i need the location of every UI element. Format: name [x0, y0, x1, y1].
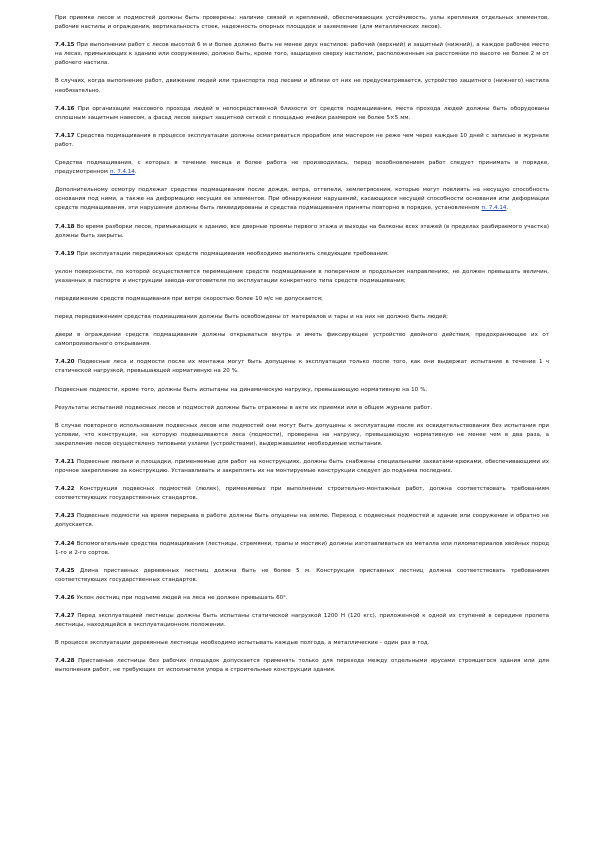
- paragraph: [55, 422, 549, 449]
- paragraph-text: Перед эксплуатацией лестницы должны быть испытаны статической нагрузкой 1200 Н (120 кгс), приложенной к одной из ступеней в середине пролета лестницы, находящейся в эксплуатационном положении.: [55, 613, 549, 629]
- paragraph-text: Длина приставных деревянных лестниц должна быть не более 5 м. Конструкция приставных лестниц должна соответствовать требованиям соответствующих государственных стандартов.: [55, 567, 549, 583]
- paragraph: [55, 639, 549, 648]
- paragraph: [55, 250, 549, 259]
- paragraph: [55, 77, 549, 95]
- paragraph: [55, 105, 549, 123]
- clause-number: 7.4.24: [55, 540, 75, 547]
- paragraph: [55, 295, 549, 304]
- clause-number: 7.4.26: [55, 594, 75, 601]
- clause-number: 7.4.22: [55, 486, 75, 493]
- paragraph-text: Средства подмащивания в процессе эксплуатации должны осматриваться прорабом или мастером не реже чем через каждые 10 дней с записью в журнале работ.: [55, 132, 549, 148]
- paragraph: [55, 594, 549, 603]
- paragraph-text: Подвесные леса и подмости после их монтажа могут быть допущены к эксплуатации только после того, как они выдержат испытание в течение 1 ч статической нагрузкой, превышающей нормативную на 20 %.: [55, 359, 549, 375]
- clause-number: 7.4.21: [55, 459, 75, 465]
- paragraph-text: Средства подмащивания, с которых в течение месяца и более работа не производилась, перед возобновлением работ следует принимать в порядке, предусмотренном: [55, 160, 549, 176]
- paragraph-text: передвижение средств подмащивания при ветре скоростью более 10 м/с не допускается;: [55, 295, 323, 302]
- clause-number: 7.4.17: [55, 132, 75, 139]
- paragraph: [55, 159, 549, 177]
- paragraph-text: При приемке лесов и подмостей должны быть проверены: наличие связей и креплений, обеспечивающих устойчивость, узлы крепления отдельных элементов, рабочие настилы и ограждения, вертикальность стоек, надежность опорных площадок и заземление (для металлических лесов).: [55, 15, 549, 31]
- paragraph-text: В процессе эксплуатации деревянные лестницы необходимо испытывать каждые полгода, а металлические - один раз в год.: [55, 640, 430, 647]
- paragraph: [55, 458, 549, 476]
- paragraph: [55, 331, 549, 349]
- paragraph-text: В случаях, когда выполнение работ, движение людей или транспорта под лесами и вблизи от них не предусматривается, устройство защитного (нижнего) настила необязательно.: [55, 78, 549, 94]
- paragraph-text: При выполнении работ с лесов высотой 6 м и более должно быть не менее двух настилов: рабочий (верхний) и защитный (нижний), а каждое рабочее место на лесах, примыкающих к зданию или сооружению, должно быть, кроме того, защищено сверху настилом, расположенным на расстоянии по высоте не более 2 м от рабочего настила.: [55, 42, 549, 67]
- clause-number: 7.4.23: [55, 513, 75, 520]
- paragraph: [55, 512, 549, 530]
- clause-number: 7.4.16: [55, 105, 75, 112]
- paragraph-text: Дополнительному осмотру подлежат средства подмащивания после дождя, ветра, оттепели, землетрясения, которые могут повлиять на несущую способность основания под ними, а также на деформацию несущих ее элементов. При обнаружении нарушений, касающихся несущей способности основания или деформации средств подмащивания, эти нарушения должны быть ликвидированы и средства подмащивания приняты повторно в порядке, установленном: [55, 187, 549, 212]
- paragraph-text: При организации массового прохода людей в непосредственной близости от средств подмащивания, места прохода людей должны быть оборудованы сплошным защитным навесом, а фасад лесов закрыт защитной сеткой с площадью ячейки размером не более 5×5 мм.: [55, 105, 549, 121]
- paragraph: [55, 14, 549, 32]
- clause-number: 7.4.20: [55, 359, 75, 366]
- clause-link[interactable]: п. 7.4.14: [109, 169, 135, 176]
- paragraph: [55, 132, 549, 150]
- paragraph-text: двери в ограждении средств подмащивания должны открываться внутрь и иметь фиксирующее устройство двойного действия, предохраняющее их от самопроизвольного открывания.: [55, 332, 549, 348]
- paragraph: [55, 313, 549, 322]
- paragraph-text: Уклон лестниц при подъеме людей на леса не должен превышать 60°.: [76, 594, 288, 601]
- paragraph-text: Подвесные люльки и площадки, применяемые для работ на конструкциях, должны быть снабжены специальными захватами-крюками, обеспечивающими их прочное закрепление за конструкцию. Устанавливать и закреплять их на монтируемые конструкции следует до подъема последних.: [55, 459, 549, 475]
- paragraph-text: Приставные лестницы без рабочих площадок допускается применять только для перехода между отдельными ярусами строящегося здания или для выполнения работ, не требующих от исполнителя упора в строительные конструкции здания.: [55, 658, 549, 674]
- clause-number: 7.4.19: [55, 250, 75, 257]
- paragraph: [55, 404, 549, 413]
- paragraph-text: Подвесные подмости, кроме того, должны быть испытаны на динамическую нагрузку, превышающую нормативную на 10 %.: [55, 386, 428, 393]
- clause-number: 7.4.27: [55, 613, 75, 620]
- paragraph: [55, 540, 549, 558]
- paragraph: [55, 186, 549, 213]
- paragraph: [55, 223, 549, 241]
- paragraph-text: В случае повторного использования подвесных лесов или подмостей они могут быть допущены к эксплуатации после их освидетельствования без испытания при условии, что конструкция, на которую подвешиваются леса (подмости), проверена на нагрузку, превышающую нормативную не менее чем в два раза, а закрепление лесов осуществлено типовыми узлами (устройствами), выдержавшими необходимые испытания.: [55, 422, 549, 447]
- clause-number: 7.4.15: [55, 42, 75, 49]
- paragraph-text: перед передвижением средства подмащивания должны быть освобождены от материалов и тары и на них не должно быть людей;: [55, 314, 448, 321]
- paragraph: [55, 41, 549, 68]
- paragraph: [55, 567, 549, 585]
- clause-number: 7.4.25: [55, 567, 75, 574]
- paragraph: [55, 268, 549, 286]
- clause-number: 7.4.28: [55, 658, 75, 665]
- paragraph-text: Во время разборки лесов, примыкающих к зданию, все дверные проемы первого этажа и выходы на балконы всех этажей (в пределах разбираемого участка) должны быть закрыты.: [55, 223, 549, 239]
- paragraph-text: Вспомогательные средства подмащивания (лестницы, стремянки, трапы и мостики) должны изготавливаться из металла или пиломатериалов хвойных пород 1-го и 2-го сортов.: [55, 540, 549, 556]
- paragraph: [55, 657, 549, 675]
- paragraph: [55, 485, 549, 503]
- paragraph: [55, 358, 549, 376]
- paragraph-text: Результаты испытаний подвесных лесов и подмостей должны быть отражены в акте их приемки или в общем журнале работ.: [55, 404, 433, 411]
- paragraph-text-end: .: [506, 205, 509, 212]
- paragraph: [55, 612, 549, 630]
- paragraph-text-end: .: [134, 169, 137, 176]
- paragraph-text: Конструкция подвесных подмостей (люлек), применяемых при выполнении строительно-монтажных работ, должна соответствовать требованиям соответствующих государственных стандартов.: [55, 486, 549, 502]
- paragraph-text: уклон поверхности, по которой осуществляется перемещение средств подмащивания в поперечном и продольном направлениях, не должен превышать величин, указанных в паспорте и инструкции завода-изготовителя по эксплуатации конкретного типа средств подмащивания;: [55, 268, 549, 284]
- paragraph-text: При эксплуатации передвижных средств подмащивания необходимо выполнять следующие требования:: [76, 250, 389, 257]
- paragraph-text: Подвесные подмости на время перерыва в работе должны быть опущены на землю. Переход с подвесных подмостей в здание или сооружение и обратно не допускается.: [55, 513, 549, 529]
- clause-link[interactable]: п. 7.4.14: [481, 205, 507, 212]
- clause-number: 7.4.18: [55, 223, 75, 230]
- paragraph: [55, 386, 549, 395]
